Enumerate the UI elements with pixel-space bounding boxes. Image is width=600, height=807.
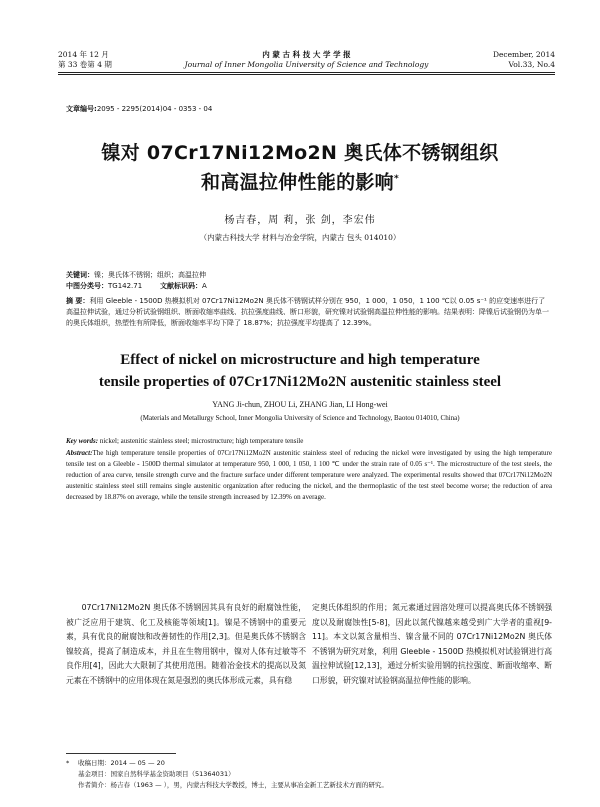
- doc-code-value: A: [202, 282, 207, 290]
- affiliation-cn: （内蒙古科技大学 材料与冶金学院，内蒙古 包头 014010）: [199, 233, 401, 242]
- header-month-en: December, 2014: [492, 50, 555, 59]
- doc-code-label: 文献标识码：: [160, 282, 203, 290]
- title-cn-line2: [40, 166, 560, 195]
- footnote-star: *: [66, 759, 70, 767]
- abstract-en-text: The high temperature tensile properties of 07Cr17Ni12Mo2N austenitic stainless steel of reducing the nickel were investigated by using the high temperature tensile test on a Gleeble - 1500D thermal simulator at temperature 950, 1 000, 1 050, 1 100 ℃ under the strain rate of 0.05 s⁻¹. The microstructure of the test steels, the reduction of area curve, tensile strength curve and the fracture surface under different temperature were analyzed. The experimental results showed that 07Cr17Ni12Mo2N austenitic stainless steel still remains single austenitic organization after reducing the nickel, and the thermoplastic of the test steel become worse; the reduction of area decreased by 18.87% on average, while the tensile strength increased by 12.39% on average.: [66, 449, 552, 501]
- article-number-label: 文章编号:: [66, 105, 97, 113]
- title-cn-line2-text: 和高温拉伸性能的影响: [200, 171, 394, 194]
- keywords-cn-text: 镍；奥氏体不锈钢；组织；高温拉伸: [94, 271, 206, 279]
- title-en-line2: tensile properties of 07Cr17Ni12Mo2N austenitic stainless steel: [98, 374, 502, 390]
- body-paragraph-right: 定奥氏体组织的作用；氮元素通过固溶处理可以提高奥氏体不锈钢强度以及耐腐蚀性[5-8]，因此以氮代镍越来越受到广大学者的重视[9-11]。本文以氮含量相当、镍含量不同的 07Cr17Ni12Mo2N 奥氏体不锈钢为研究对象，利用 Gleeble - 1500D 热模拟机对试验钢进行高温拉伸试验[12,13]，通过分析实验用钢的抗拉强度、断面收缩率、断口形貌，研究镍对试验钢高温拉伸性能的影响。: [312, 603, 552, 685]
- footnote-fund: 基金项目：国家自然科学基金资助项目（51364031）: [78, 770, 235, 778]
- abstract-en: [66, 448, 552, 503]
- clc-label: 中图分类号：: [66, 282, 108, 290]
- title-en: [40, 349, 560, 393]
- article-number-value: 2095 - 2295(2014)04 - 0353 - 04: [96, 105, 213, 113]
- journal-name-cn: 内 蒙 古 科 技 大 学 学 报: [262, 50, 351, 59]
- keywords-cn-row2: [66, 270, 552, 281]
- footnote-rule: [66, 753, 176, 754]
- body-column-left: [66, 601, 306, 688]
- abstract-en-label: Abstract:: [66, 449, 93, 457]
- header-rule: [58, 72, 555, 73]
- keywords-cn-label: 关键词：: [66, 271, 94, 279]
- keywords-en-label: Key words:: [66, 437, 99, 445]
- header-right: [493, 50, 555, 70]
- abstract-cn: [66, 296, 552, 329]
- title-cn: [40, 140, 560, 195]
- abstract-cn-text: 利用 Gleeble - 1500D 热模拟机对 07Cr17Ni12Mo2N 奥氏体不锈钢试样分别在 950，1 000，1 050，1 100 ℃以 0.05 s⁻¹ 的应变速率进行了高温拉伸试验，通过分析试验钢组织、断面收缩率曲线、抗拉强度曲线、断口形貌，研究镍对试验钢高温拉伸性能的影响。结果表明：降镍后试验钢仍为单一的奥氏体组织，热塑性有所降低，断面收缩率平均下降了 18.87%；抗拉强度平均提高了 12.39%。: [66, 297, 549, 327]
- article-number: [66, 104, 212, 114]
- affiliation-en: (Materials and Metallurgy School, Inner Mongolia University of Science and Technology, Baotou 014010, China): [140, 414, 460, 422]
- abstract-cn-label: 摘 要：: [66, 297, 90, 305]
- body-column-right: [312, 601, 552, 688]
- footnote-author: 作者简介：杨吉春（1963 — ），男，内蒙古科技大学教授，博士，主要从事冶金新工艺新技术方面的研究。: [78, 781, 388, 789]
- running-header: [58, 50, 555, 74]
- title-en-line1: Effect of nickel on microstructure and high temperature: [120, 352, 480, 368]
- authors-cn: 杨吉春，周 莉，张 剑，李宏伟: [224, 215, 376, 226]
- title-footnote-mark: *: [394, 174, 400, 184]
- keywords-en: [66, 436, 552, 447]
- body-paragraph-left: 07Cr17Ni12Mo2N 奥氏体不锈钢因其具有良好的耐腐蚀性能，被广泛应用于建筑、化工及核能等领域[1]。镍是不锈钢中的重要元素，具有优良的耐腐蚀和改善韧性的作用[2,3]。但是奥氏体不锈钢含镍较高，提高了制造成本，并且在生物用钢中，镍对人体有过敏等不良作用[4]，因此大大限制了其使用范围。随着冶金技术的提高以及氮元素在不锈钢中的应用体现在氮是强烈的奥氏体形成元素，具有稳: [66, 603, 306, 685]
- header-volume-cn: 第 33 卷第 4 期: [58, 60, 112, 69]
- authors-en: YANG Ji-chun, ZHOU Li, ZHANG Jian, LI Hong-wei: [212, 400, 388, 409]
- footnote-received: 收稿日期：2014 — 05 — 20: [78, 759, 165, 767]
- journal-name-en: Journal of Inner Mongolia University of Science and Technology: [184, 60, 429, 69]
- title-cn-line1: 镍对 07Cr17Ni12Mo2N 奥氏体不锈钢组织: [101, 142, 499, 164]
- keywords-en-text: nickel; austenitic stainless steel; microstructure; high temperature tensile: [99, 437, 304, 445]
- header-date: 2014 年 12 月: [58, 50, 109, 59]
- header-rule-thin: [58, 74, 555, 75]
- clc-row: [66, 281, 552, 292]
- header-volume-en: Vol.33, No.4: [508, 60, 555, 69]
- clc-value: TG142.71: [108, 282, 143, 290]
- footnotes: [66, 758, 388, 791]
- header-center: [58, 50, 555, 70]
- keywords-classification: [66, 270, 552, 292]
